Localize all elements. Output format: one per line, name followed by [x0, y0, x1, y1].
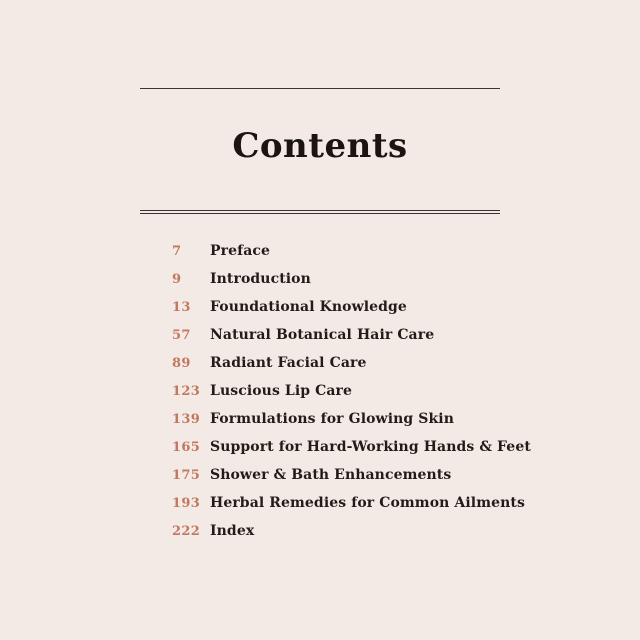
toc-page-number: 13 [172, 300, 191, 315]
toc-entry[interactable] [140, 495, 540, 523]
toc-page-number: 57 [172, 328, 191, 343]
toc-entry-label: Natural Botanical Hair Care [210, 327, 435, 343]
toc-entry-label: Luscious Lip Care [210, 383, 353, 399]
toc-entry-label: Preface [210, 243, 271, 259]
toc-entry[interactable] [140, 355, 540, 383]
toc-entry-label: Foundational Knowledge [210, 299, 407, 315]
top-divider [140, 88, 500, 89]
toc-page-number: 89 [172, 356, 191, 371]
toc-entry-label: Formulations for Glowing Skin [210, 411, 454, 427]
toc-page-number: 139 [172, 412, 201, 427]
page-title: Contents [232, 126, 408, 166]
toc-page-number: 7 [172, 244, 182, 259]
toc-entry[interactable] [140, 439, 540, 467]
divider-line-upper [140, 210, 500, 211]
toc-page-number: 222 [172, 524, 201, 539]
toc-entry[interactable] [140, 383, 540, 411]
toc-page-number: 175 [172, 468, 201, 483]
toc-entry[interactable] [140, 327, 540, 355]
toc-entry-label: Index [210, 523, 255, 539]
toc-entry-label: Support for Hard-Working Hands & Feet [210, 439, 531, 455]
toc-page-number: 165 [172, 440, 201, 455]
toc-page-number: 9 [172, 272, 182, 287]
divider-line-lower [140, 213, 500, 214]
toc-entry-label: Shower & Bath Enhancements [210, 467, 452, 483]
table-of-contents [140, 243, 540, 551]
toc-page-number: 193 [172, 496, 201, 511]
toc-entry-label: Herbal Remedies for Common Ailments [210, 495, 525, 511]
toc-entry[interactable] [140, 271, 540, 299]
toc-page-number: 123 [172, 384, 201, 399]
toc-entry[interactable] [140, 523, 540, 551]
toc-entry[interactable] [140, 411, 540, 439]
toc-entry-label: Radiant Facial Care [210, 355, 367, 371]
toc-entry[interactable] [140, 467, 540, 495]
toc-entry[interactable] [140, 299, 540, 327]
title-double-divider [140, 210, 500, 214]
toc-entry-label: Introduction [210, 271, 311, 287]
toc-entry[interactable] [140, 243, 540, 271]
